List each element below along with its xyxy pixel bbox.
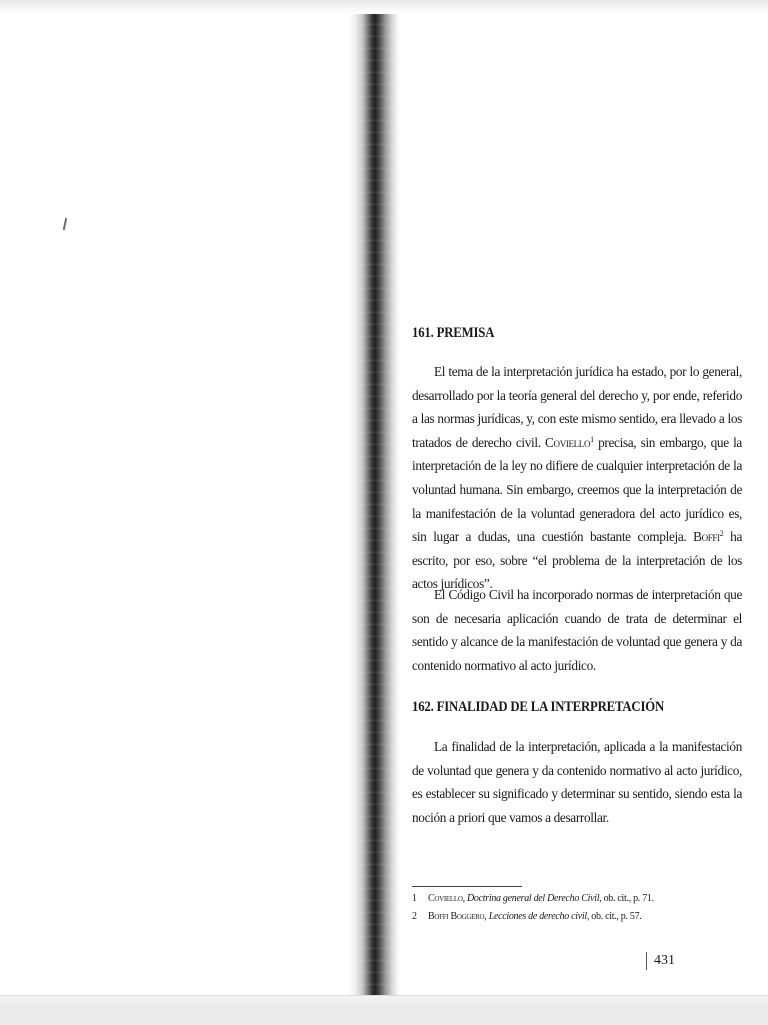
section-161-paragraph-2: El Código Civil ha incorporado normas de interpretación que son de necesaria aplicación cuando de trata de determinar el sentido y alcance de la manifestación de voluntad que genera y da contenido normativo al acto jurídico. <box>412 587 742 673</box>
author-boffi: Boffi <box>693 529 720 545</box>
book-spine-gutter <box>348 14 400 995</box>
footnote-title: Doctrina general del Derecho Civil <box>467 893 600 904</box>
footnote-title: Lecciones de derecho civil <box>488 911 587 922</box>
section-162-heading: 162. FINALIDAD DE LA INTERPRETACIÓN <box>412 699 665 715</box>
footnote-author: Coviello <box>428 893 463 904</box>
footnote-number: 1 <box>412 893 417 904</box>
footnote-rest: , ob. cit., p. 57. <box>586 911 642 922</box>
p1-text-a: El tema de la interpretación jurídica ha estado, por lo general, desarrollado por la teoría general del derecho y, por ende, referido a las normas jurídicas, y, con este mismo sentido, era llevado a los tratados de derecho civil. <box>412 364 742 450</box>
scan-top-edge <box>0 0 768 14</box>
page-number: 431 <box>646 952 675 970</box>
right-page <box>400 14 768 995</box>
scan-bottom-edge <box>0 995 768 1025</box>
p1-text-c: ha escrito, por eso, sobre “el problema de la interpretación de los actos jurídicos”. <box>412 529 742 592</box>
p1-text-b: precisa, sin embargo, que la interpretación de la ley no difiere de cualquier interpretación de la voluntad humana. Sin embargo, creemos que la interpretación de la manifestación de la voluntad generadora del acto jurídico es, sin lugar a dudas, una cuestión bastante compleja. <box>412 434 742 545</box>
footnote-separator <box>412 886 522 887</box>
footnote-rest: , ob. cit., p. 71. <box>599 893 654 904</box>
footnote-number: 2 <box>412 911 417 922</box>
footnote-ref-2[interactable]: 2 <box>719 529 724 539</box>
footnote-author: Boffi Boggero <box>428 911 485 922</box>
section-161-heading: 161. PREMISA <box>412 325 495 341</box>
footnote-ref-1[interactable]: 1 <box>590 434 594 444</box>
left-page-blank <box>0 14 350 995</box>
author-coviello: Coviello <box>545 434 591 450</box>
footnote-1: 1 Coviello, Doctrina general del Derecho Civil, ob. cit., p. 71. <box>412 893 654 904</box>
section-162-paragraph-1: La finalidad de la interpretación, aplicada a la manifestación de voluntad que genera y da contenido normativo al acto jurídico, es establecer su significado y determinar su sentido, siendo esta la noción a priori que vamos a desarrollar. <box>412 739 742 825</box>
footnote-2: 2 Boffi Boggero, Lecciones de derecho civil, ob. cit., p. 57. <box>412 911 642 922</box>
section-161-paragraph-1 <box>412 360 742 596</box>
stray-pen-mark <box>63 218 67 230</box>
